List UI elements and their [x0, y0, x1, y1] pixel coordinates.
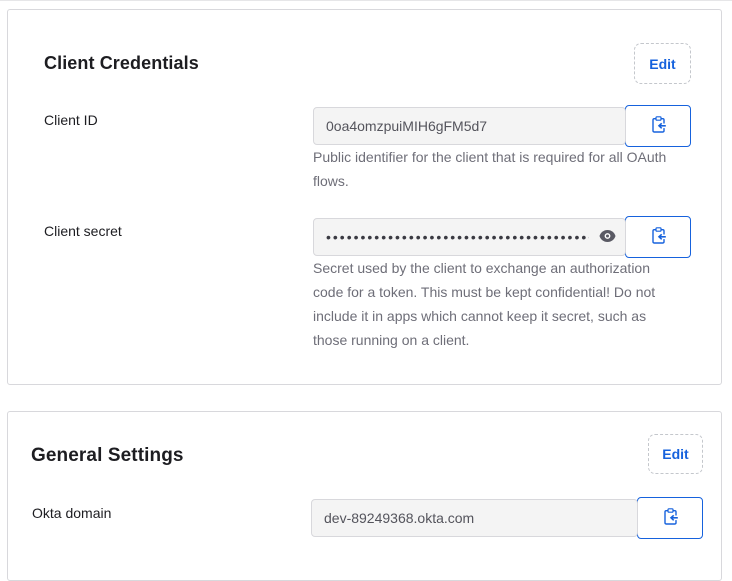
client-id-help	[313, 145, 666, 193]
top-divider	[0, 0, 732, 1]
clipboard-copy-icon	[651, 116, 666, 136]
help-line: include it in apps which cannot keep it secret, such as	[313, 308, 647, 324]
client-secret-input[interactable]	[313, 218, 626, 256]
help-line: flows.	[313, 173, 349, 189]
copy-client-secret-button[interactable]	[625, 216, 691, 258]
okta-domain-input[interactable]	[311, 499, 638, 537]
client-id-group	[313, 105, 691, 147]
client-secret-group	[313, 216, 691, 258]
client-secret-help	[313, 256, 655, 352]
client-id-label: Client ID	[44, 112, 98, 128]
client-secret-label: Client secret	[44, 223, 122, 239]
general-settings-title: General Settings	[31, 445, 184, 466]
edit-client-credentials-button[interactable]: Edit	[634, 43, 691, 84]
edit-general-settings-button[interactable]: Edit	[648, 434, 703, 474]
help-line: Public identifier for the client that is required for all OAuth	[313, 149, 667, 165]
copy-okta-domain-button[interactable]	[637, 497, 703, 539]
general-settings-card	[7, 411, 722, 581]
okta-domain-group	[311, 497, 703, 539]
help-line: those running on a client.	[313, 332, 470, 348]
clipboard-copy-icon	[663, 508, 678, 528]
clipboard-copy-icon	[651, 227, 666, 247]
help-line: Secret used by the client to exchange an authorization	[313, 260, 650, 276]
copy-client-id-button[interactable]	[625, 105, 691, 147]
eye-icon	[599, 230, 616, 245]
client-id-input[interactable]	[313, 107, 626, 145]
okta-domain-label: Okta domain	[32, 505, 112, 521]
help-line: code for a token. This must be kept confidential! Do not	[313, 284, 656, 300]
client-credentials-title: Client Credentials	[44, 53, 199, 73]
client-credentials-card	[7, 9, 722, 385]
toggle-secret-visibility-button[interactable]	[596, 228, 618, 246]
